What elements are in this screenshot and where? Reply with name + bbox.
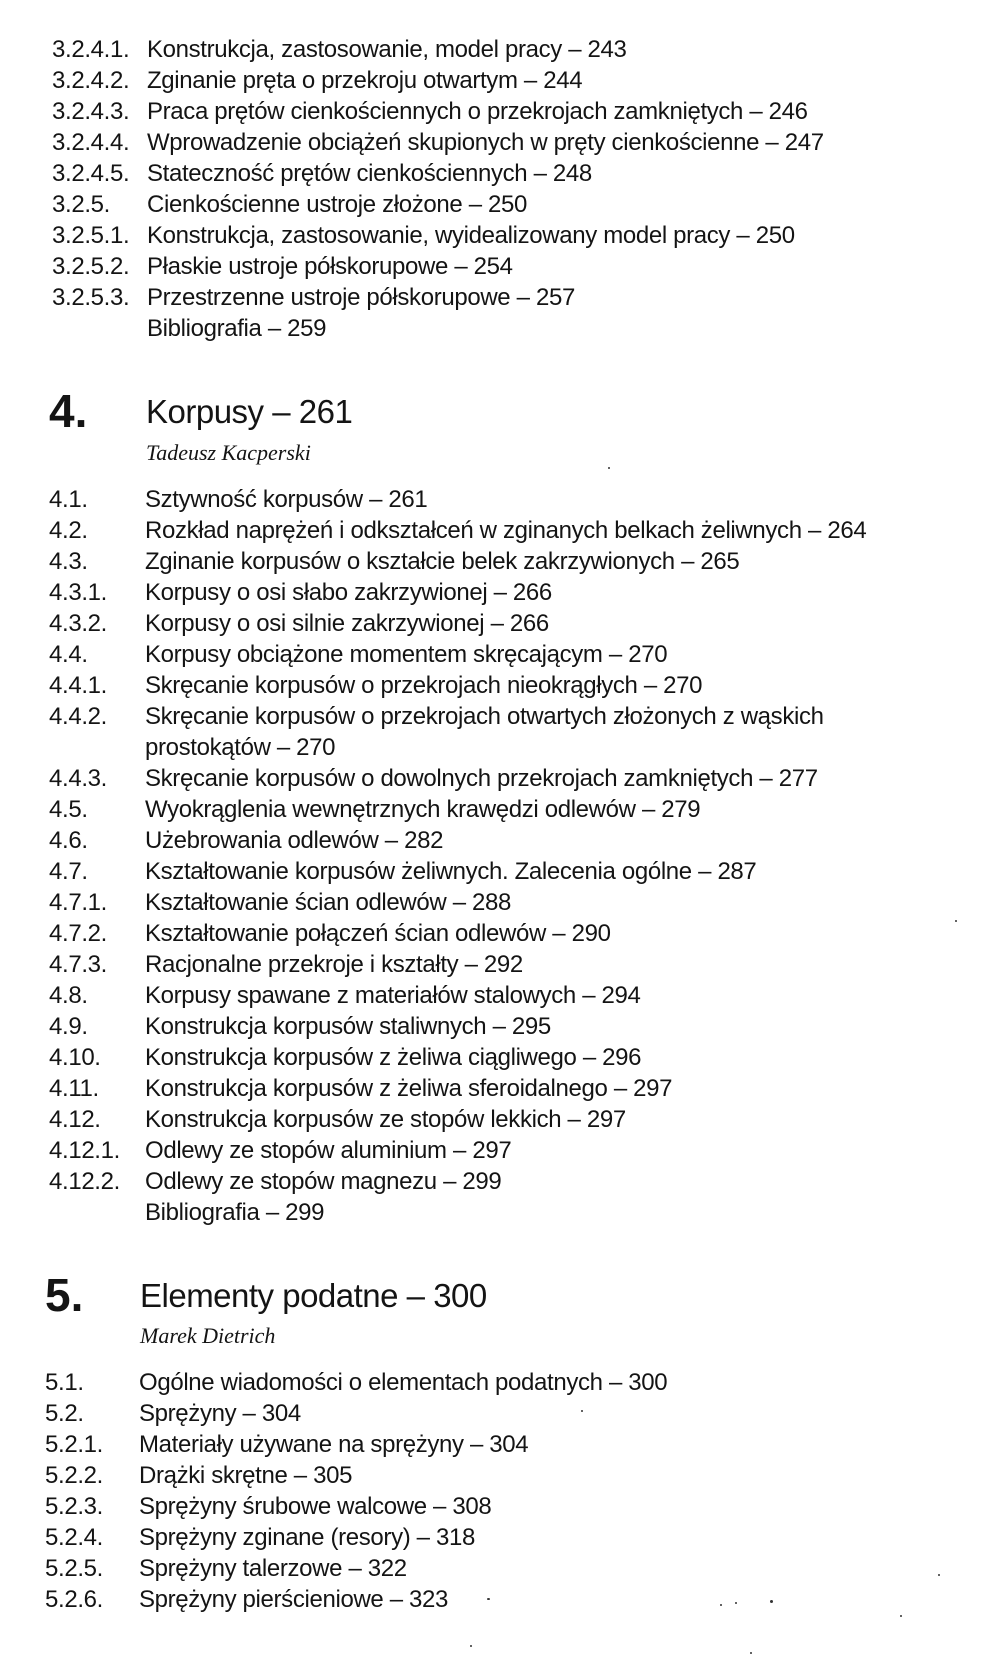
- entry-title: Kształtowanie korpusów żeliwnych. Zalecenia ogólne – 287: [145, 858, 757, 885]
- entry-title: Ogólne wiadomości o elementach podatnych – 300: [139, 1369, 668, 1396]
- toc-entry: [0, 251, 996, 282]
- toc-entry: [0, 1367, 996, 1398]
- entry-title: Konstrukcja, zastosowanie, model pracy – 243: [147, 36, 627, 63]
- toc-entry: [0, 282, 996, 313]
- entry-number: 4.4.2.: [49, 703, 107, 730]
- chapter-number: 5.: [45, 1269, 84, 1321]
- toc-entry: [0, 577, 996, 608]
- chapter-author: Marek Dietrich: [140, 1323, 276, 1348]
- entry-number: 4.3.: [49, 548, 88, 575]
- entry-number: 4.12.2.: [49, 1168, 120, 1195]
- toc-entry: [0, 1522, 996, 1553]
- toc-entry: [0, 670, 996, 701]
- entry-number: 3.2.4.5.: [52, 160, 130, 187]
- entry-title: Sztywność korpusów – 261: [145, 486, 428, 513]
- toc-entry: [0, 127, 996, 158]
- toc-entry: [0, 484, 996, 515]
- entry-title: Przestrzenne ustroje półskorupowe – 257: [147, 284, 575, 311]
- toc-entry: [0, 34, 996, 65]
- toc-entry: [0, 980, 996, 1011]
- scan-speck: [735, 1602, 737, 1604]
- scan-speck: [938, 1574, 940, 1576]
- entry-title: Sprężyny zginane (resory) – 318: [139, 1524, 475, 1551]
- entry-number: 4.6.: [49, 827, 88, 854]
- entry-number: 4.7.2.: [49, 920, 107, 947]
- entry-number: 4.10.: [49, 1044, 101, 1071]
- scan-speck: [770, 1600, 773, 1603]
- entry-title: Użebrowania odlewów – 282: [145, 827, 444, 854]
- entry-number: 3.2.4.2.: [52, 67, 130, 94]
- entry-title: Sprężyny śrubowe walcowe – 308: [139, 1493, 492, 1520]
- toc-entry-continuation: [0, 732, 996, 763]
- entry-title: Praca prętów cienkościennych o przekrojach zamkniętych – 246: [147, 98, 808, 125]
- scan-speck: [900, 1615, 902, 1617]
- toc-entry: [0, 949, 996, 980]
- entry-title: Odlewy ze stopów aluminium – 297: [145, 1137, 512, 1164]
- entry-number: 5.2.: [45, 1400, 84, 1427]
- entry-number: 3.2.5.2.: [52, 253, 130, 280]
- entry-title: Konstrukcja, zastosowanie, wyidealizowany model pracy – 250: [147, 222, 795, 249]
- entry-title: Sprężyny – 304: [139, 1400, 301, 1427]
- entry-title: Kształtowanie ścian odlewów – 288: [145, 889, 512, 916]
- entry-title: Skręcanie korpusów o dowolnych przekrojach zamkniętych – 277: [145, 765, 818, 792]
- toc-entry: [0, 65, 996, 96]
- toc-entry: [0, 1135, 996, 1166]
- entry-number: 5.2.3.: [45, 1493, 103, 1520]
- entry-title: Odlewy ze stopów magnezu – 299: [145, 1168, 502, 1195]
- entry-number: 4.8.: [49, 982, 88, 1009]
- entry-number: 5.2.1.: [45, 1431, 103, 1458]
- toc-entry: [0, 189, 996, 220]
- entry-number: 5.2.5.: [45, 1555, 103, 1582]
- toc-entry: [0, 856, 996, 887]
- toc-entry: [0, 918, 996, 949]
- toc-entry: [0, 1584, 996, 1615]
- entry-title: Korpusy o osi silnie zakrzywionej – 266: [145, 610, 549, 637]
- entry-title: Wyokrąglenia wewnętrznych krawędzi odlewów – 279: [145, 796, 701, 823]
- entry-title: Wprowadzenie obciążeń skupionych w pręty cienkościenne – 247: [147, 129, 824, 156]
- toc-entry: [0, 1042, 996, 1073]
- toc-entry: [0, 1166, 996, 1197]
- chapter-author: Tadeusz Kacperski: [146, 440, 311, 465]
- toc-entry-bibliography: [0, 1197, 996, 1228]
- toc-entry: [0, 887, 996, 918]
- entry-number: 4.3.2.: [49, 610, 107, 637]
- entry-number: 4.7.3.: [49, 951, 107, 978]
- toc-entry: [0, 1073, 996, 1104]
- scan-speck: [487, 1598, 490, 1600]
- entry-title: Skręcanie korpusów o przekrojach nieokrągłych – 270: [145, 672, 703, 699]
- scan-speck: [608, 467, 610, 469]
- entry-number: 5.1.: [45, 1369, 84, 1396]
- toc-entry: [0, 639, 996, 670]
- entry-number: 5.2.6.: [45, 1586, 103, 1613]
- toc-entry: [0, 515, 996, 546]
- toc-entry: [0, 1429, 996, 1460]
- entry-number: 4.5.: [49, 796, 88, 823]
- entry-title: Konstrukcja korpusów z żeliwa ciągliwego – 296: [145, 1044, 642, 1071]
- entry-number: 4.12.: [49, 1106, 101, 1133]
- entry-title: Rozkład naprężeń i odkształceń w zginanych belkach żeliwnych – 264: [145, 517, 867, 544]
- toc-entry-bibliography: [0, 313, 996, 344]
- toc-entry: [0, 1460, 996, 1491]
- scan-speck: [720, 1604, 722, 1606]
- entry-title: Kształtowanie połączeń ścian odlewów – 290: [145, 920, 611, 947]
- entry-number: 4.7.1.: [49, 889, 107, 916]
- entry-title: Stateczność prętów cienkościennych – 248: [147, 160, 592, 187]
- chapter-number: 4.: [49, 385, 88, 437]
- entry-number: 4.4.1.: [49, 672, 107, 699]
- entry-number: 5.2.4.: [45, 1524, 103, 1551]
- toc-entry: [0, 794, 996, 825]
- entry-title: Korpusy obciążone momentem skręcającym – 270: [145, 641, 668, 668]
- scan-speck: [750, 1652, 752, 1654]
- scan-speck: [470, 1645, 472, 1647]
- entry-number: 3.2.5.: [52, 191, 110, 218]
- entry-number: 4.4.3.: [49, 765, 107, 792]
- entry-title: Zginanie pręta o przekroju otwartym – 244: [147, 67, 583, 94]
- entry-title: Korpusy o osi słabo zakrzywionej – 266: [145, 579, 552, 606]
- entry-title: Cienkościenne ustroje złożone – 250: [147, 191, 528, 218]
- toc-entry: [0, 763, 996, 794]
- entry-title: Skręcanie korpusów o przekrojach otwartych złożonych z wąskich: [145, 703, 824, 730]
- toc-entry: [0, 158, 996, 189]
- entry-title: Konstrukcja korpusów ze stopów lekkich – 297: [145, 1106, 626, 1133]
- chapter-title: Korpusy – 261: [146, 393, 353, 430]
- entry-number: 3.2.5.1.: [52, 222, 130, 249]
- entry-number: 4.1.: [49, 486, 88, 513]
- entry-number: 5.2.2.: [45, 1462, 103, 1489]
- entry-number: 3.2.4.3.: [52, 98, 130, 125]
- entry-title: Konstrukcja korpusów z żeliwa sferoidalnego – 297: [145, 1075, 673, 1102]
- toc-entry: [0, 825, 996, 856]
- toc-entry: [0, 1398, 996, 1429]
- toc-entry: [0, 701, 996, 732]
- entry-number: 4.2.: [49, 517, 88, 544]
- entry-number: 4.9.: [49, 1013, 88, 1040]
- entry-title: Drążki skrętne – 305: [139, 1462, 353, 1489]
- entry-title: Sprężyny talerzowe – 322: [139, 1555, 407, 1582]
- entry-title: Bibliografia – 259: [147, 315, 327, 342]
- toc-entry: [0, 1491, 996, 1522]
- entry-number: 3.2.4.4.: [52, 129, 130, 156]
- entry-number: 3.2.4.1.: [52, 36, 130, 63]
- scan-speck: [955, 920, 957, 922]
- entry-title: Racjonalne przekroje i kształty – 292: [145, 951, 523, 978]
- toc-entry: [0, 220, 996, 251]
- entry-title: Płaskie ustroje półskorupowe – 254: [147, 253, 513, 280]
- chapter-title: Elementy podatne – 300: [140, 1277, 487, 1314]
- entry-number: 4.4.: [49, 641, 88, 668]
- entry-number: 4.3.1.: [49, 579, 107, 606]
- entry-number: 3.2.5.3.: [52, 284, 130, 311]
- toc-entry: [0, 96, 996, 127]
- entry-title: Materiały używane na sprężyny – 304: [139, 1431, 529, 1458]
- toc-entry: [0, 546, 996, 577]
- toc-entry: [0, 608, 996, 639]
- toc-entry: [0, 1104, 996, 1135]
- entry-title: Bibliografia – 299: [145, 1199, 325, 1226]
- scan-speck: [581, 1410, 583, 1412]
- entry-title: Sprężyny pierścieniowe – 323: [139, 1586, 449, 1613]
- entry-title: Korpusy spawane z materiałów stalowych – 294: [145, 982, 641, 1009]
- entry-title: Zginanie korpusów o kształcie belek zakrzywionych – 265: [145, 548, 740, 575]
- toc-entry: [0, 1553, 996, 1584]
- entry-number: 4.12.1.: [49, 1137, 120, 1164]
- entry-number: 4.11.: [49, 1075, 99, 1102]
- toc-entry: [0, 1011, 996, 1042]
- entry-number: 4.7.: [49, 858, 88, 885]
- entry-title: prostokątów – 270: [145, 734, 336, 761]
- entry-title: Konstrukcja korpusów staliwnych – 295: [145, 1013, 551, 1040]
